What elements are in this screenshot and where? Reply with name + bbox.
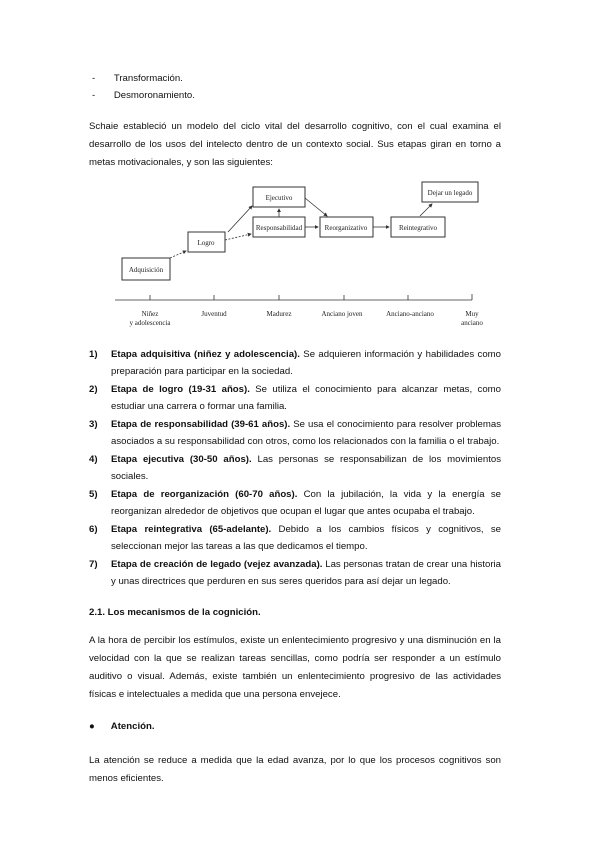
axis-label: Anciano-anciano (386, 310, 434, 318)
box-label: Dejar un legado (427, 189, 473, 197)
stages-list (89, 346, 501, 590)
stage-description: Se adquieren información y habilidades como preparación para participar en la sociedad. (111, 349, 501, 377)
dash-item: - Transformación. (92, 73, 183, 84)
axis-label: Anciano joven (321, 310, 363, 318)
axis-label: Madurez (266, 310, 292, 318)
stage-title: Etapa de responsabilidad (39-61 años). (111, 419, 291, 430)
bullet-text: Atención. (110, 721, 155, 732)
stage-title: Etapa de logro (19-31 años). (111, 384, 250, 395)
schaie-diagram (0, 0, 600, 340)
stage-number: 7) (89, 559, 98, 570)
stage-title: Etapa reintegrativa (65-adelante). (111, 524, 272, 535)
stage-number: 6) (89, 524, 98, 535)
stage-text (111, 521, 501, 555)
stage-title: Etapa de creación de legado (vejez avanzada). (111, 559, 323, 570)
section-paragraph: A la hora de percibir los estímulos, existe un enlentecimiento progresivo y una disminución en la velocidad con la que se realizan tareas sencillas, como podría ser responder a un estímulo auditivo o visual. Además, existe también un enlentecimiento progresivo de las actividades físicas e intelectuales a medida que una persona envejece. (89, 635, 501, 700)
stage-item (89, 416, 501, 450)
stage-description: Con la jubilación, la vida y la energía se reorganizan alrededor de objetivos que ocupan el lugar que antes ocupaba el trabajo. (111, 489, 501, 517)
box-label: Logro (197, 239, 215, 247)
stage-description: Las personas se responsabilizan de los movimientos sociales. (111, 454, 501, 482)
stage-item (89, 451, 501, 485)
stage-description: Debido a los cambios físicos y cognitivos, se seleccionan mejor las tareas a las que dedicamos el tiempo. (111, 524, 501, 552)
stage-number: 4) (89, 454, 98, 465)
stage-text (111, 381, 501, 415)
axis-label: Niñez (141, 310, 159, 318)
dash-item: - Desmoronamiento. (92, 90, 195, 101)
dash-item-text: Transformación. (113, 73, 183, 84)
stage-text (111, 486, 501, 520)
stage-number: 5) (89, 489, 98, 500)
bullet-icon: ● (89, 721, 95, 732)
box-label: Responsabilidad (255, 224, 303, 232)
stage-text (111, 556, 501, 590)
stage-description: Las personas tratan de crear una historia y unas directrices que perduren en sus seres queridos para así dejar un legado. (111, 559, 501, 587)
final-paragraph: La atención se reduce a medida que la edad avanza, por lo que los procesos cognitivos son menos eficientes. (89, 755, 501, 784)
stage-title: Etapa ejecutiva (30-50 años). (111, 454, 252, 465)
stage-title: Etapa de reorganización (60-70 años). (111, 489, 298, 500)
stage-item (89, 521, 501, 555)
axis-label: y adolescencia (129, 319, 171, 327)
stage-item (89, 486, 501, 520)
stage-text (111, 416, 501, 450)
stage-item (89, 346, 501, 380)
axis-label: Juventud (201, 310, 227, 318)
stage-number: 1) (89, 349, 98, 360)
stage-description: Se usa el conocimiento para resolver problemas asociados a su responsabilidad con otros, como los relacionados con la familia o el trabajo. (111, 419, 501, 447)
intro-paragraph: Schaie estableció un modelo del ciclo vital del desarrollo cognitivo, con el cual examina el desarrollo de los usos del intelecto dentro de un contexto social. Sus etapas giran en torno a metas motivacionales, y son las siguientes: (89, 121, 501, 168)
stage-text (111, 451, 501, 485)
stage-title: Etapa adquisitiva (niñez y adolescencia). (111, 349, 300, 360)
box-label: Reorganizativo (324, 224, 368, 232)
box-label: Adquisición (128, 266, 164, 274)
box-label: Ejecutivo (265, 194, 293, 202)
box-label: Reintegrativo (398, 224, 438, 232)
stage-text (111, 346, 501, 380)
stage-number: 3) (89, 419, 98, 430)
stage-description: Se utiliza el conocimiento para alcanzar metas, como estudiar una carrera o formar una familia. (111, 384, 502, 412)
section-heading: 2.1. Los mecanismos de la cognición. (89, 607, 261, 618)
body-flow (89, 346, 501, 788)
axis-label: Muy (465, 310, 479, 318)
axis-label: anciano (461, 319, 483, 327)
stage-item (89, 381, 501, 415)
stage-number: 2) (89, 384, 98, 395)
dash-item-text: Desmoronamiento. (113, 90, 195, 101)
bullet-item (89, 718, 501, 736)
stage-item (89, 556, 501, 590)
